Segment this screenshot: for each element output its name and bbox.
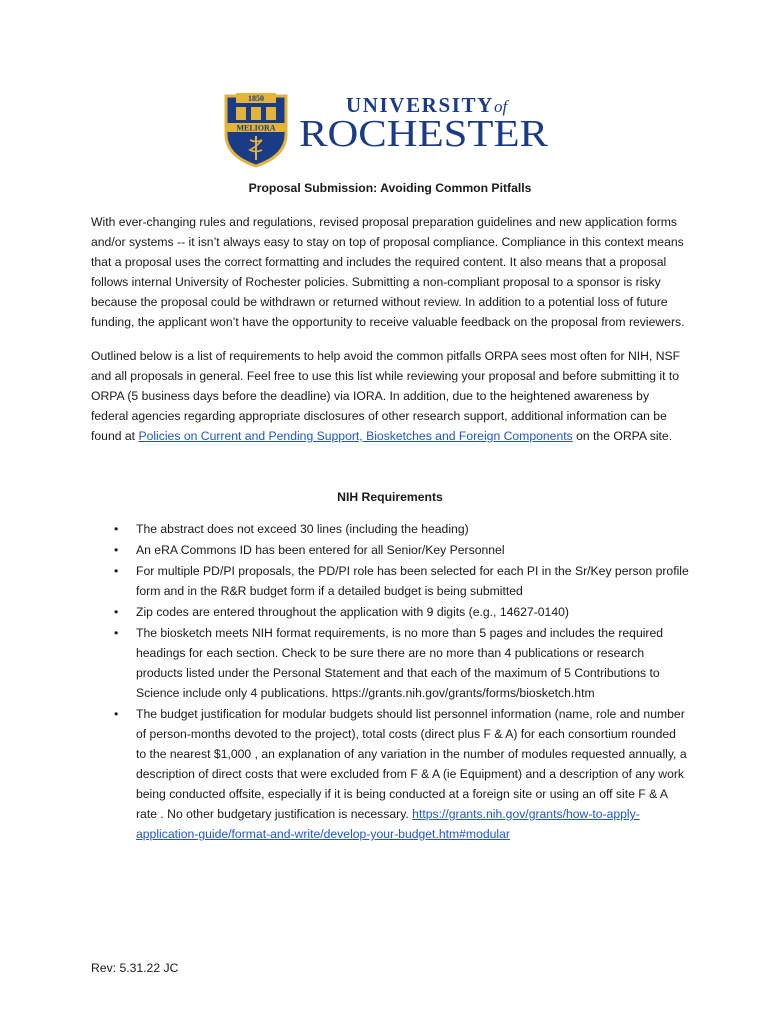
- list-item: [91, 561, 689, 601]
- list-item: [91, 519, 689, 539]
- bullet-icon: •: [114, 543, 119, 557]
- university-logo: [222, 90, 552, 168]
- bullet-icon: •: [114, 605, 119, 619]
- outline-text-after: on the ORPA site.: [572, 429, 673, 443]
- page-title: Proposal Submission: Avoiding Common Pitfalls: [248, 181, 532, 195]
- intro-paragraph: With ever-changing rules and regulations, revised proposal preparation guidelines and new application forms and/or systems -- it isn’t always easy to stay on top of proposal compliance. Compliance in this context means that a proposal uses the correct formatting and includes the required content. It also means that a proposal follows internal University of Rochester policies. Submitting a non-compliant proposal to a sponsor is risky because the proposal could be withdrawn or returned without review. In addition to a potential loss of future funding, the applicant won’t have the opportunity to receive valuable feedback on the proposal from reviewers.: [91, 215, 685, 329]
- policies-link[interactable]: Policies on Current and Pending Support, Biosketches and Foreign Components: [138, 429, 573, 443]
- list-item-text: An eRA Commons ID has been entered for all Senior/Key Personnel: [136, 543, 505, 557]
- bullet-icon: •: [114, 707, 119, 721]
- nih-requirements-list: [91, 519, 689, 844]
- list-item: [91, 704, 689, 844]
- document-body: [91, 178, 689, 845]
- logo-university-text: UNIVERSITY: [346, 93, 494, 117]
- bullet-icon: •: [114, 564, 119, 578]
- logo-rochester-text: ROCHESTER: [299, 113, 549, 155]
- bullet-icon: •: [114, 522, 119, 536]
- list-item: [91, 540, 689, 560]
- outline-text-before: Outlined below is a list of requirements to help avoid the common pitfalls ORPA sees most often for NIH, NSF and all proposals in general. Feel free to use this list while reviewing your proposal and before submitting it to ORPA (5 business days before the deadline) via IORA. In addition, due to the heightened awareness by federal agencies regarding appropriate disclosures of other research support, additional information can be found at: [91, 349, 681, 443]
- outline-paragraph: [91, 346, 689, 446]
- logo-of-text: of: [494, 97, 508, 116]
- list-item-text: The biosketch meets NIH format requirements, is no more than 5 pages and includes the required headings for each section. Check to be sure there are no more than 4 publications or research products listed under the Personal Statement and that each of the maximum of 5 Contributions to Science include only 4 publications. https://grants.nih.gov/grants/forms/biosketch.htm: [136, 626, 664, 700]
- budget-item-text: The budget justification for modular budgets should list personnel information (name, role and number of person-months devoted to the project), total costs (direct plus F & A) for each consortium rounded to the nearest $1,000 , an explanation of any variation in the number of modules requested annually, a description of direct costs that were excluded from F & A (ie Equipment) and a description of any work being conducted offsite, especially if it is being conducted at a foreign site or using an off site F & A rate . No other budgetary justification is necessary.: [136, 707, 687, 821]
- list-item-text: The abstract does not exceed 30 lines (including the heading): [136, 522, 469, 536]
- list-item: [91, 602, 689, 622]
- list-item-text: For multiple PD/PI proposals, the PD/PI role has been selected for each PI in the Sr/Key person profile form and in the R&R budget form if a detailed budget is being submitted: [136, 564, 689, 598]
- list-item-text: Zip codes are entered throughout the application with 9 digits (e.g., 14627-0140): [136, 605, 569, 619]
- seal-shield: [224, 93, 288, 166]
- revision-footer: Rev: 5.31.22 JC: [91, 961, 179, 975]
- seal-motto: MELIORA: [236, 123, 276, 133]
- modular-budget-link[interactable]: https://grants.nih.gov/grants/how-to-apply-application-guide/format-and-write/develop-your-budget.htm#modular: [136, 807, 640, 841]
- university-logo-graphic: [222, 90, 552, 168]
- list-item: [91, 623, 689, 703]
- bullet-icon: •: [114, 626, 119, 640]
- nih-requirements-heading: NIH Requirements: [337, 490, 443, 504]
- seal-year: 1850: [248, 94, 264, 103]
